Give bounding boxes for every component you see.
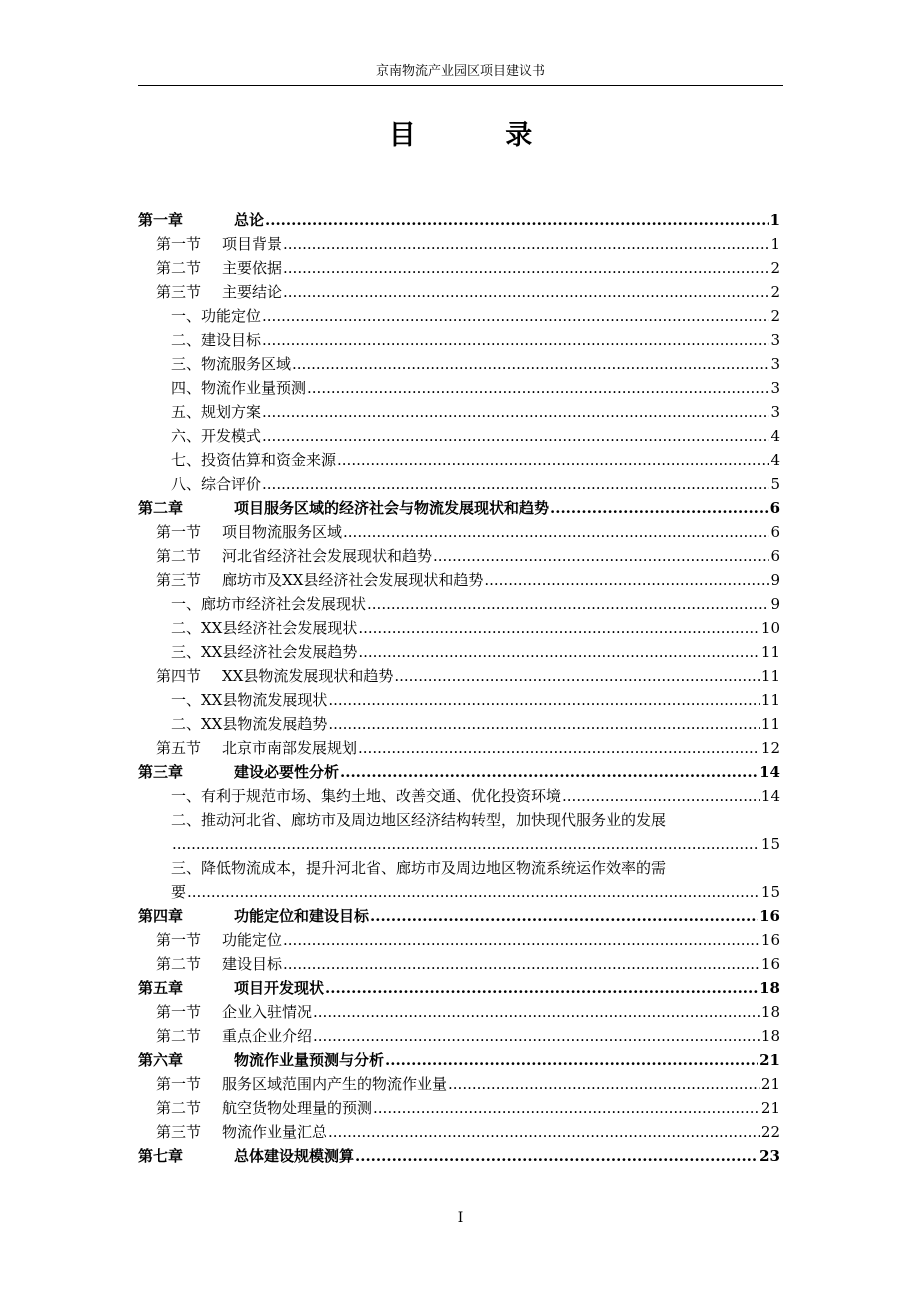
dot-leader [328,688,760,712]
dot-leader [262,472,769,496]
toc-entry-number: 第三章 [138,763,184,781]
toc-page-number: 12 [760,739,780,757]
toc-entry-text: 服务区域范围内产生的物流作业量 [222,1075,448,1093]
dot-leader [550,496,769,520]
toc-page-number: 4 [770,427,780,445]
toc-entry-text: 企业入驻情况 [222,1003,313,1021]
toc-entry-text: 三、降低物流成本，提升河北省、廊坊市及周边地区物流系统运作效率的需 [171,859,667,877]
toc-page-number: 15 [760,835,780,853]
toc-entry-number: 第二节 [156,955,202,973]
toc-entry-text: 二、XX县物流发展趋势 [171,715,328,733]
toc-entry-subsection[interactable] [138,424,780,448]
toc-entry-text: 主要依据 [222,259,283,277]
dot-leader [367,592,769,616]
toc-page-number: 16 [759,907,780,925]
dot-leader [385,1048,758,1072]
toc-entry-text: 物流作业量预测与分析 [234,1051,385,1069]
dot-leader [313,1000,760,1024]
header-divider [138,85,783,86]
toc-entry-section[interactable] [138,232,780,256]
toc-page-number: 18 [759,979,780,997]
toc-entry-chapter[interactable] [138,976,780,1000]
dot-leader [448,1072,760,1096]
toc-entry-number: 第一节 [156,1003,202,1021]
toc-page-number: 9 [770,571,780,589]
toc-page-number: 16 [760,955,780,973]
toc-entry-text: 主要结论 [222,283,283,301]
toc-entry-text: 物流作业量汇总 [222,1123,328,1141]
toc-entry-number: 第三节 [156,283,202,301]
toc-entry-subsection[interactable] [138,616,780,640]
toc-entry-section[interactable] [138,928,780,952]
toc-entry-chapter[interactable] [138,208,780,232]
toc-page-number: 6 [769,499,780,517]
dot-leader [283,232,769,256]
toc-page-number: 6 [770,523,780,541]
toc-entry-subsection[interactable] [138,328,780,352]
toc-entry-text: 一、有利于规范市场、集约土地、改善交通、优化投资环境 [171,787,562,805]
toc-entry-subsection[interactable] [138,376,780,400]
dot-leader [313,1024,760,1048]
toc-entry-section[interactable] [138,664,780,688]
toc-entry-continuation [171,832,780,856]
toc-entry-text: 北京市南部发展规划 [222,739,358,757]
toc-entry-text: 项目物流服务区域 [222,523,343,541]
dot-leader [328,1120,760,1144]
toc-entry-number: 第一章 [138,211,184,229]
toc-entry-number: 第二章 [138,499,184,517]
toc-entry-text: 航空货物处理量的预测 [222,1099,373,1117]
toc-entry-text: 建设必要性分析 [234,763,340,781]
toc-entry-number: 第二节 [156,547,202,565]
toc-page-number: 3 [770,331,780,349]
toc-page-number: 10 [760,619,780,637]
toc-entry-text: 八、综合评价 [171,475,262,493]
toc-entry-text: 功能定位 [222,931,283,949]
toc-entry-number: 第一节 [156,1075,202,1093]
toc-entry-number: 第五节 [156,739,202,757]
toc-entry-chapter[interactable] [138,1144,780,1168]
toc-page-number: 18 [760,1003,780,1021]
toc-entry-subsection[interactable] [138,352,780,376]
dot-leader [262,304,769,328]
toc-entry-section[interactable] [138,568,780,592]
toc-entry-number: 第一节 [156,931,202,949]
toc-entry-subsection[interactable] [138,712,780,736]
dot-leader [433,544,769,568]
toc-entry-number: 第四节 [156,667,202,685]
toc-page-number: 11 [760,667,780,685]
toc-entry-number: 第三节 [156,571,202,589]
dot-leader [283,952,760,976]
toc-entry-subsection[interactable] [138,784,780,808]
toc-entry-text: 总体建设规模测算 [234,1147,355,1165]
toc-page-number: 5 [770,475,780,493]
toc-page-number: 1 [769,211,780,229]
toc-page-number: 9 [770,595,780,613]
toc-entry-section[interactable] [138,1072,780,1096]
toc-entry-text: 二、推动河北省、廊坊市及周边地区经济结构转型，加快现代服务业的发展 [171,811,667,829]
toc-page-number: 14 [760,787,780,805]
toc-page-number: 21 [760,1075,780,1093]
toc-entry-section[interactable] [138,1096,780,1120]
dot-leader [283,280,769,304]
toc-entry-subsection[interactable] [138,448,780,472]
toc-entry-subsection[interactable] [138,472,780,496]
toc-entry-number: 第二节 [156,259,202,277]
toc-entry-text: 七、投资估算和资金来源 [171,451,337,469]
toc-entry-text: 重点企业介绍 [222,1027,313,1045]
toc-page-number: 21 [759,1051,780,1069]
toc-entry-text: 一、廊坊市经济社会发展现状 [171,595,367,613]
toc-page-number: 3 [770,403,780,421]
running-header: 京南物流产业园区项目建议书 [375,64,545,79]
table-of-contents [138,208,780,1168]
toc-page-number: 14 [759,763,780,781]
toc-entry-number: 第二节 [156,1099,202,1117]
toc-entry-chapter[interactable] [138,496,780,520]
dot-leader [325,976,758,1000]
toc-page-number: 11 [760,691,780,709]
toc-entry-text: 一、功能定位 [171,307,262,325]
toc-entry-number: 第四章 [138,907,184,925]
toc-page-number: 11 [760,715,780,733]
toc-entry-chapter[interactable] [138,904,780,928]
dot-leader [562,784,760,808]
toc-page-number: 1 [770,235,780,253]
toc-entry-text: 建设目标 [222,955,283,973]
dot-leader [355,1144,758,1168]
toc-entry-text: 项目服务区域的经济社会与物流发展现状和趋势 [234,499,550,517]
toc-entry-subsection[interactable] [138,640,780,664]
toc-page-number: 16 [760,931,780,949]
dot-leader [172,832,760,856]
dot-leader [262,328,769,352]
dot-leader [307,376,769,400]
toc-page-number: 21 [760,1099,780,1117]
toc-entry-number: 第七章 [138,1147,184,1165]
toc-entry-section[interactable] [138,952,780,976]
toc-entry-section[interactable] [138,544,780,568]
toc-entry-number: 第一节 [156,523,202,541]
toc-page-number: 2 [770,283,780,301]
dot-leader [337,448,769,472]
toc-page-number: 23 [759,1147,780,1165]
dot-leader [283,256,769,280]
toc-entry-continuation [171,880,780,904]
toc-entry-number: 第二节 [156,1027,202,1045]
toc-entry-section[interactable] [138,520,780,544]
toc-entry-text: 总论 [234,211,265,229]
toc-entry-text: 二、建设目标 [171,331,262,349]
dot-leader [394,664,760,688]
toc-page-number: 11 [760,643,780,661]
toc-entry-text: 一、XX县物流发展现状 [171,691,328,709]
dot-leader [265,208,769,232]
toc-entry-section[interactable] [138,256,780,280]
toc-entry-wrap[interactable] [138,808,780,856]
toc-entry-text: 廊坊市及XX县经济社会发展现状和趋势 [222,571,484,589]
dot-leader [358,640,760,664]
dot-leader [262,424,769,448]
toc-entry-wrap[interactable] [138,856,780,904]
dot-leader [262,400,769,424]
dot-leader [358,616,760,640]
toc-page-number: 6 [770,547,780,565]
toc-entry-number: 第五章 [138,979,184,997]
dot-leader [358,736,760,760]
toc-entry-subsection[interactable] [138,304,780,328]
toc-entry-section[interactable] [138,1024,780,1048]
dot-leader [343,520,769,544]
toc-entry-number: 第三节 [156,1123,202,1141]
toc-entry-subsection[interactable] [138,688,780,712]
page-title: 目 录 [388,120,573,151]
dot-leader [283,928,760,952]
toc-entry-section[interactable] [138,280,780,304]
toc-page-number: 18 [760,1027,780,1045]
dot-leader [292,352,769,376]
toc-entry-text: 四、物流作业量预测 [171,379,307,397]
dot-leader [370,904,758,928]
toc-page-number: 2 [770,259,780,277]
toc-page-number: 22 [760,1123,780,1141]
dot-leader [328,712,760,736]
toc-entry-text: 三、物流服务区域 [171,355,292,373]
toc-entry-text: 五、规划方案 [171,403,262,421]
toc-page-number: 4 [770,451,780,469]
toc-entry-number: 第六章 [138,1051,184,1069]
toc-entry-chapter[interactable] [138,760,780,784]
toc-entry-section[interactable] [138,1120,780,1144]
toc-entry-number: 第一节 [156,235,202,253]
toc-entry-text: 项目背景 [222,235,283,253]
dot-leader [187,880,760,904]
toc-entry-text: 二、XX县经济社会发展现状 [171,619,358,637]
toc-entry-subsection[interactable] [138,400,780,424]
toc-page-number: 3 [770,379,780,397]
toc-entry-section[interactable] [138,736,780,760]
dot-leader [373,1096,760,1120]
toc-page-number: 2 [770,307,780,325]
toc-entry-text: 三、XX县经济社会发展趋势 [171,643,358,661]
toc-entry-text: 河北省经济社会发展现状和趋势 [222,547,433,565]
dot-leader [484,568,769,592]
toc-page-number: 15 [760,883,780,901]
toc-page-number: 3 [770,355,780,373]
toc-entry-text: 功能定位和建设目标 [234,907,370,925]
toc-entry-text: 项目开发现状 [234,979,325,997]
toc-entry-text: XX县物流发展现状和趋势 [222,667,394,685]
toc-entry-section[interactable] [138,1000,780,1024]
toc-entry-chapter[interactable] [138,1048,780,1072]
toc-entry-subsection[interactable] [138,592,780,616]
page-number: I [457,1210,464,1226]
toc-entry-text: 六、开发模式 [171,427,262,445]
toc-entry-text-continued: 要 [171,883,187,901]
dot-leader [340,760,758,784]
